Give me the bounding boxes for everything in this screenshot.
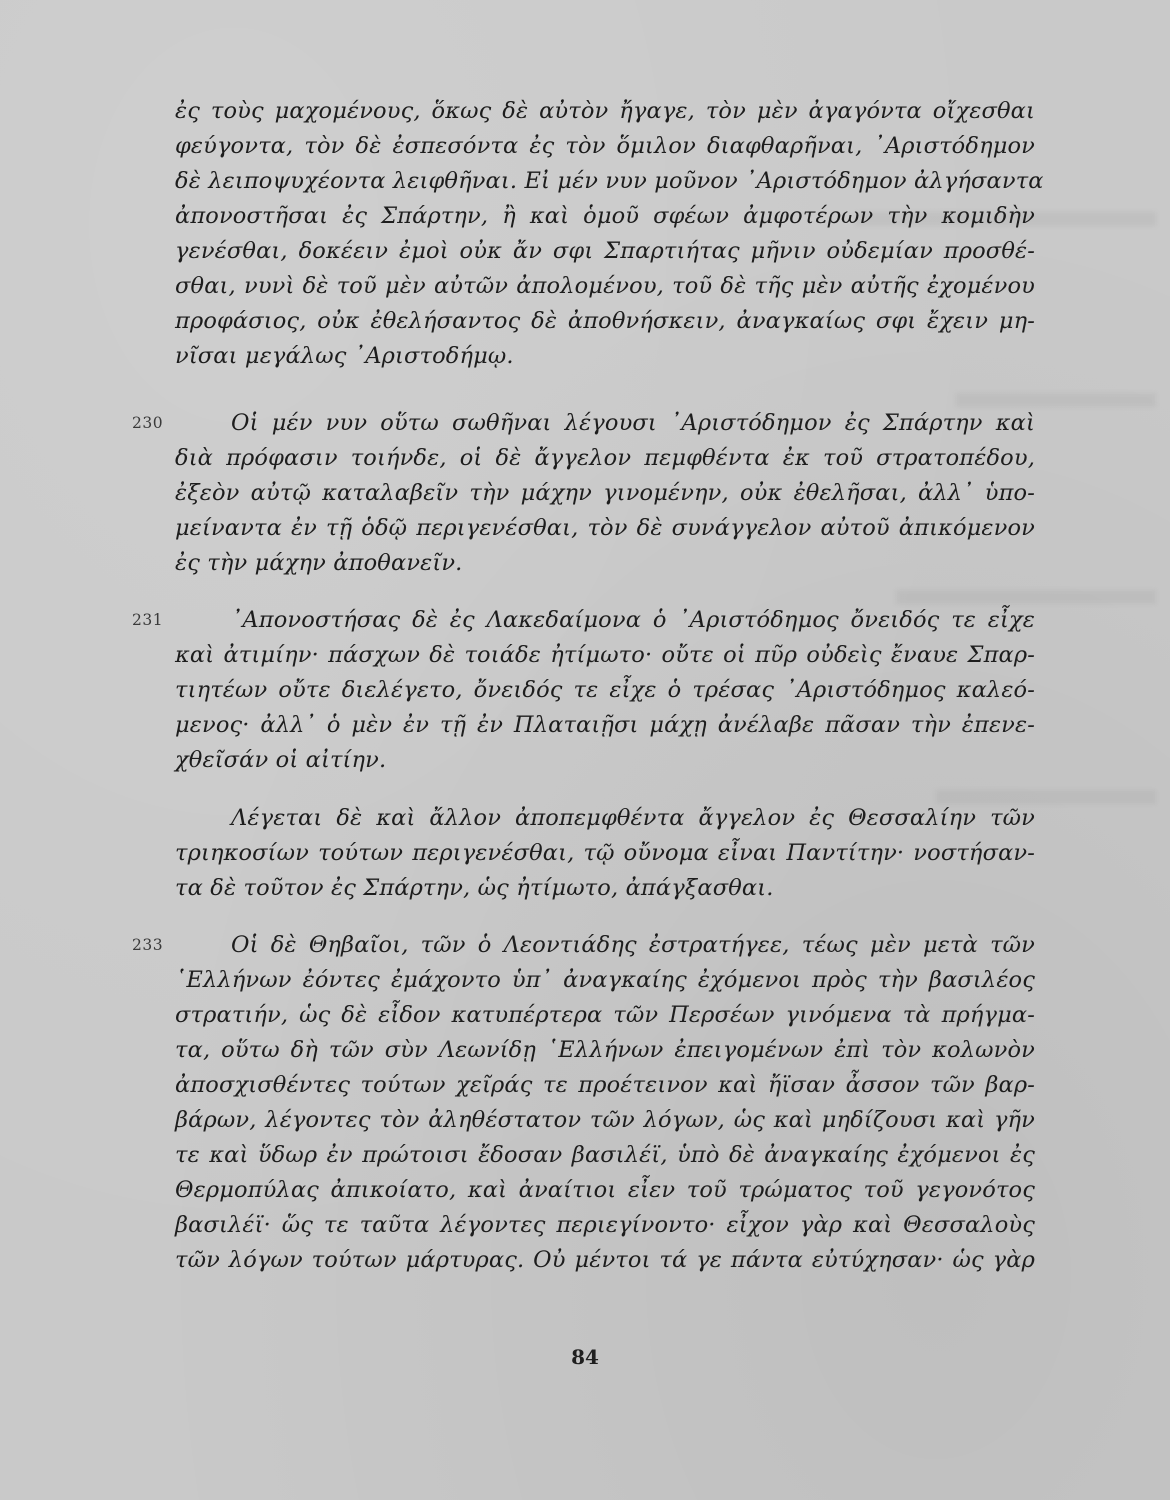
text-line: τε καὶ ὕδωρ ἐν πρώτοισι ἔδοσαν βασιλέϊ, ὑπὸ δὲ ἀναγκαίης ἐχόμενοι ἐς	[175, 1142, 1035, 1168]
text-line: τῶν λόγων τούτων μάρτυρας. Οὐ μέντοι τά γε πάντα εὐτύχησαν· ὡς γὰρ	[175, 1247, 1035, 1273]
text-line: Οἱ δὲ Θηβαῖοι, τῶν ὁ Λεοντιάδης ἐστρατήγεε, τέως μὲν μετὰ τῶν	[231, 932, 1035, 958]
text-line: ἐς τὴν μάχην ἀποθανεῖν.	[175, 550, 463, 576]
text-line: Οἱ μέν νυν οὕτω σωθῆναι λέγουσι ᾿Αριστόδημον ἐς Σπάρτην καὶ	[231, 410, 1035, 436]
text-line: ἀπονοστῆσαι ἐς Σπάρτην, ἢ καὶ ὁμοῦ σφέων ἀμφοτέρων τὴν κομιδὴν	[175, 203, 1035, 229]
text-line: Λέγεται δὲ καὶ ἄλλον ἀποπεμφθέντα ἄγγελον ἐς Θεσσαλίην τῶν	[231, 805, 1035, 831]
text-line: στρατιήν, ὡς δὲ εἶδον κατυπέρτερα τῶν Περσέων γινόμενα τὰ πρήγμα-	[175, 1002, 1035, 1028]
text-line: Θερμοπύλας ἀπικοίατο, καὶ ἀναίτιοι εἶεν τοῦ τρώματος τοῦ γεγονότος	[175, 1177, 1035, 1203]
text-line: γενέσθαι, δοκέειν ἐμοὶ οὐκ ἄν σφι Σπαρτιήτας μῆνιν οὐδεμίαν προσθέ-	[175, 238, 1035, 264]
text-line: φεύγοντα, τὸν δὲ ἐσπεσόντα ἐς τὸν ὅμιλον διαφθαρῆναι, ᾿Αριστόδημον	[175, 133, 1035, 159]
text-line: δὲ λειποψυχέοντα λειφθῆναι. Εἰ μέν νυν μοῦνον ᾿Αριστόδημον ἀλγήσαντα	[175, 168, 1044, 194]
text-line: ἀποσχισθέντες τούτων χεῖράς τε προέτεινον καὶ ἤϊσαν ἆσσον τῶν βαρ-	[175, 1072, 1035, 1098]
text-line: τα δὲ τοῦτον ἐς Σπάρτην, ὡς ἠτίμωτο, ἀπάγξασθαι.	[175, 875, 774, 901]
text-line: διὰ πρόφασιν τοιήνδε, οἱ δὲ ἄγγελον πεμφθέντα ἐκ τοῦ στρατοπέδου,	[175, 445, 1035, 471]
text-line: νῖσαι μεγάλως ᾿Αριστοδήμῳ.	[175, 343, 514, 369]
text-line: σθαι, νυνὶ δὲ τοῦ μὲν αὐτῶν ἀπολομένου, τοῦ δὲ τῆς μὲν αὐτῆς ἐχομένου	[175, 273, 1035, 299]
text-line: τριηκοσίων τούτων περιγενέσθαι, τῷ οὔνομα εἶναι Παντίτην· νοστήσαν-	[175, 840, 1035, 866]
text-line: ῾Ελλήνων ἐόντες ἐμάχοντο ὑπ᾿ ἀναγκαίης ἐχόμενοι πρὸς τὴν βασιλέος	[175, 967, 1035, 993]
text-line: βάρων, λέγοντες τὸν ἀληθέστατον τῶν λόγων, ὡς καὶ μηδίζουσι καὶ γῆν	[175, 1107, 1035, 1133]
text-line: μείναντα ἐν τῇ ὁδῷ περιγενέσθαι, τὸν δὲ συνάγγελον αὐτοῦ ἀπικόμενον	[175, 515, 1035, 541]
chapter-number: 231	[132, 611, 164, 629]
text-line: χθεῖσάν οἱ αἰτίην.	[175, 747, 387, 773]
text-line: μενος· ἀλλ᾿ ὁ μὲν ἐν τῇ ἐν Πλαταιῇσι μάχῃ ἀνέλαβε πᾶσαν τὴν ἐπενε-	[175, 712, 1035, 738]
text-line: καὶ ἀτιμίην· πάσχων δὲ τοιάδε ἠτίμωτο· οὔτε οἱ πῦρ οὐδεὶς ἔναυε Σπαρ-	[175, 642, 1035, 668]
text-line: τα, οὕτω δὴ τῶν σὺν Λεωνίδῃ ῾Ελλήνων ἐπειγομένων ἐπὶ τὸν κολωνὸν	[175, 1037, 1035, 1063]
text-line: τιητέων οὔτε διελέγετο, ὄνειδός τε εἶχε ὁ τρέσας ᾿Αριστόδημος καλεό-	[175, 677, 1035, 703]
chapter-number: 230	[132, 414, 164, 432]
text-line: ᾿Απονοστήσας δὲ ἐς Λακεδαίμονα ὁ ᾿Αριστόδημος ὄνειδός τε εἶχε	[231, 607, 1035, 633]
page-number: 84	[571, 1345, 599, 1369]
text-line: ἐξεὸν αὐτῷ καταλαβεῖν τὴν μάχην γινομένην, οὐκ ἐθελῆσαι, ἀλλ᾿ ὑπο-	[175, 480, 1035, 506]
text-line: προφάσιος, οὐκ ἐθελήσαντος δὲ ἀποθνήσκειν, ἀναγκαίως σφι ἔχειν μη-	[175, 308, 1035, 334]
text-line: ἐς τοὺς μαχομένους, ὅκως δὲ αὐτὸν ἤγαγε, τὸν μὲν ἀγαγόντα οἴχεσθαι	[175, 98, 1035, 124]
chapter-number: 233	[132, 936, 164, 954]
text-line: βασιλέϊ· ὥς τε ταῦτα λέγοντες περιεγίνοντο· εἶχον γὰρ καὶ Θεσσαλοὺς	[175, 1212, 1035, 1238]
